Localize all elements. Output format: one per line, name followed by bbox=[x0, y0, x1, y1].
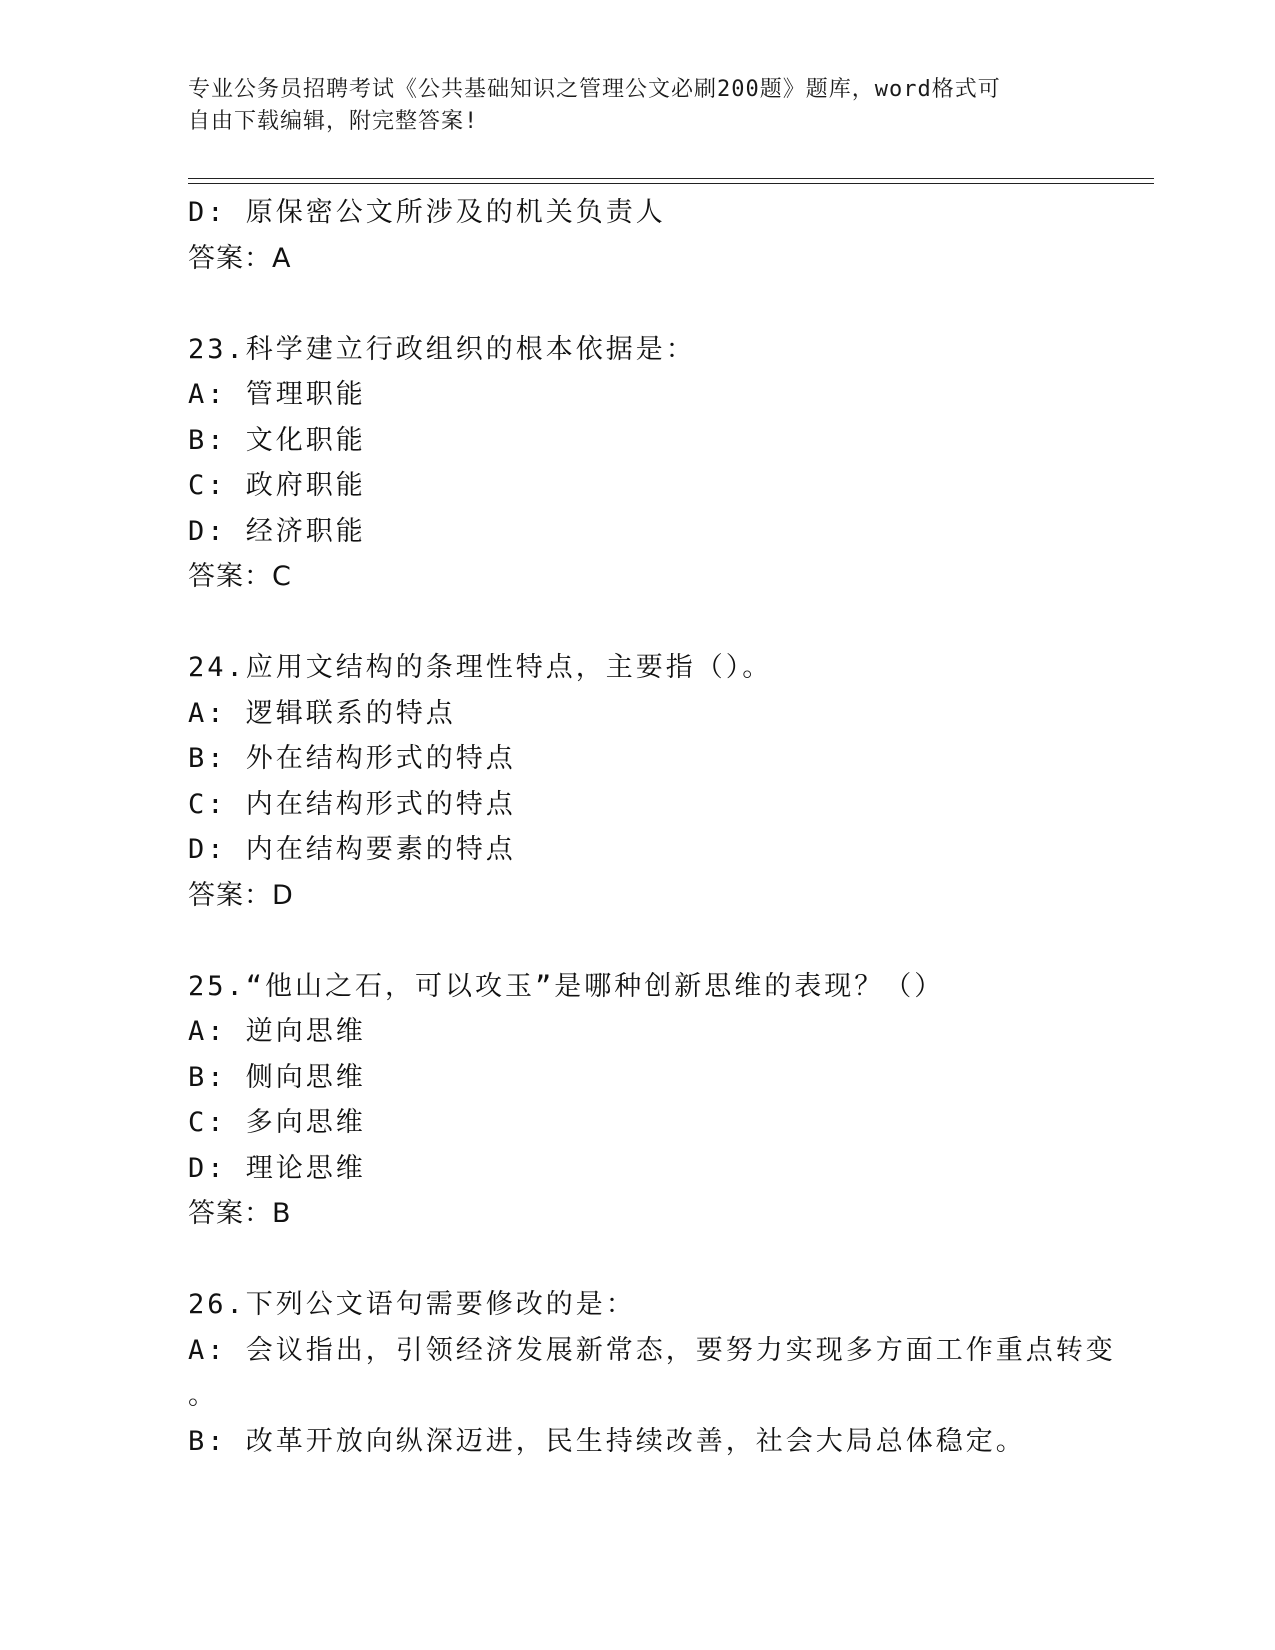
question-24 bbox=[188, 645, 1154, 918]
option-c: C: 多向思维 bbox=[188, 1107, 366, 1138]
question-26 bbox=[188, 1282, 1154, 1464]
document-header bbox=[188, 74, 1068, 138]
option-a: A: 逻辑联系的特点 bbox=[188, 697, 456, 729]
question-stem: 24.应用文结构的条理性特点，主要指（）。 bbox=[188, 652, 773, 683]
header-line-2: 自由下载编辑，附完整答案! bbox=[188, 109, 479, 134]
spacer bbox=[188, 600, 1154, 646]
option-a: A: 管理职能 bbox=[188, 379, 366, 410]
option-d: D: 内在结构要素的特点 bbox=[188, 834, 516, 865]
answer: 答案：D bbox=[188, 879, 294, 911]
option-c: C: 内在结构形式的特点 bbox=[188, 788, 516, 820]
spacer bbox=[188, 281, 1154, 327]
question-23 bbox=[188, 327, 1154, 600]
answer: 答案：A bbox=[188, 242, 292, 274]
answer: 答案：C bbox=[188, 561, 292, 592]
spacer bbox=[188, 1237, 1154, 1283]
header-divider-top bbox=[188, 178, 1154, 179]
option-b: B: 文化职能 bbox=[188, 424, 366, 456]
option-d: D: 经济职能 bbox=[188, 515, 366, 547]
option-a: A: 逆向思维 bbox=[188, 1016, 366, 1047]
header-divider-bottom bbox=[188, 183, 1154, 184]
header-line-1: 专业公务员招聘考试《公共基础知识之管理公文必刷200题》题库，word格式可 bbox=[188, 77, 1001, 102]
option-d: D: 原保密公文所涉及的机关负责人 bbox=[188, 197, 666, 228]
question-25 bbox=[188, 964, 1154, 1237]
question-stem: 26.下列公文语句需要修改的是： bbox=[188, 1289, 636, 1320]
answer: 答案：B bbox=[188, 1198, 292, 1229]
option-b: B: 侧向思维 bbox=[188, 1061, 366, 1093]
question-stem: 23.科学建立行政组织的根本依据是： bbox=[188, 333, 696, 365]
option-c: C: 政府职能 bbox=[188, 470, 366, 501]
question-list bbox=[188, 190, 1154, 1464]
option-a: A: 会议指出，引领经济发展新常态，要努力实现多方面工作重点转变 bbox=[188, 1334, 1116, 1366]
question-22 bbox=[188, 190, 1154, 281]
option-b: B: 外在结构形式的特点 bbox=[188, 743, 516, 774]
option-d: D: 理论思维 bbox=[188, 1152, 366, 1184]
spacer bbox=[188, 918, 1154, 964]
option-a-continuation: 。 bbox=[188, 1380, 218, 1411]
question-stem: 25.“他山之石，可以攻玉”是哪种创新思维的表现？（） bbox=[188, 970, 945, 1002]
option-b: B: 改革开放向纵深迈进，民生持续改善，社会大局总体稳定。 bbox=[188, 1425, 1026, 1457]
